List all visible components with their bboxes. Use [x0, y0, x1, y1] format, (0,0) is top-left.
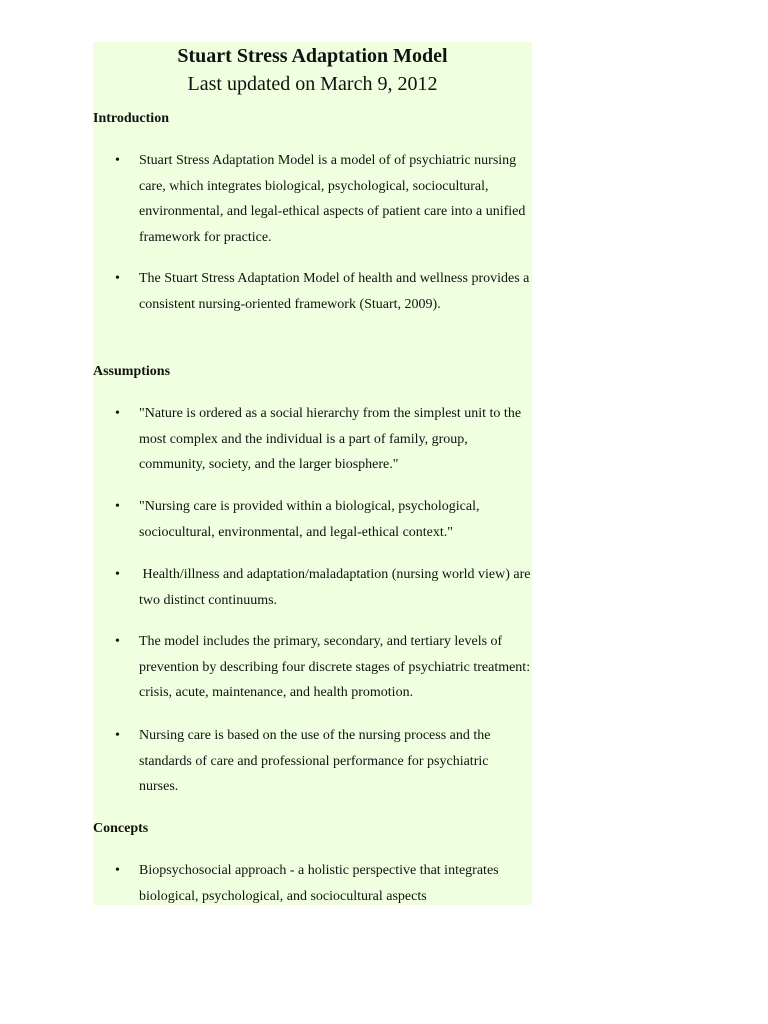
list-item-text: The model includes the primary, secondary, and tertiary levels of prevention by describing four discrete stages of psychiatric treatment: crisis, acute, maintenance, and health promotion.: [139, 634, 531, 700]
bullet: •: [115, 863, 120, 878]
section-heading-introduction: Introduction: [93, 111, 169, 126]
list-item-text: Stuart Stress Adaptation Model is a model of of psychiatric nursing care, which integrates biological, psychological, sociocultural, environmental, and legal-ethical aspects of patient care into a unified framework for practice.: [139, 153, 526, 245]
document-title: Stuart Stress Adaptation Model: [177, 45, 448, 67]
list-item-text: The Stuart Stress Adaptation Model of health and wellness provides a consistent nursing-oriented framework (Stuart, 2009).: [139, 271, 530, 312]
section-heading-assumptions: Assumptions: [93, 364, 171, 379]
section-heading-concepts: Concepts: [93, 821, 149, 836]
bullet: •: [115, 499, 120, 514]
list-item-text: Health/illness and adaptation/maladaptation (nursing world view) are two distinct continuums.: [139, 567, 534, 608]
bullet: •: [115, 271, 120, 286]
bullet: •: [115, 728, 120, 743]
bullet: •: [115, 634, 120, 649]
list-item-text: Nursing care is based on the use of the nursing process and the standards of care and professional performance for psychiatric nurses.: [139, 728, 491, 794]
bullet: •: [115, 153, 120, 168]
bullet: •: [115, 406, 120, 421]
document-page: [93, 42, 532, 905]
document-subtitle: Last updated on March 9, 2012: [187, 73, 438, 95]
list-item-text: "Nature is ordered as a social hierarchy from the simplest unit to the most complex and the individual is a part of family, group, community, society, and the larger biosphere.": [139, 406, 522, 472]
list-item-text: "Nursing care is provided within a biological, psychological, sociocultural, environmental, and legal-ethical context.": [139, 499, 480, 540]
bullet: •: [115, 567, 120, 582]
list-item-text: Biopsychosocial approach - a holistic perspective that integrates biological, psychological, and sociocultural aspects: [139, 863, 499, 904]
